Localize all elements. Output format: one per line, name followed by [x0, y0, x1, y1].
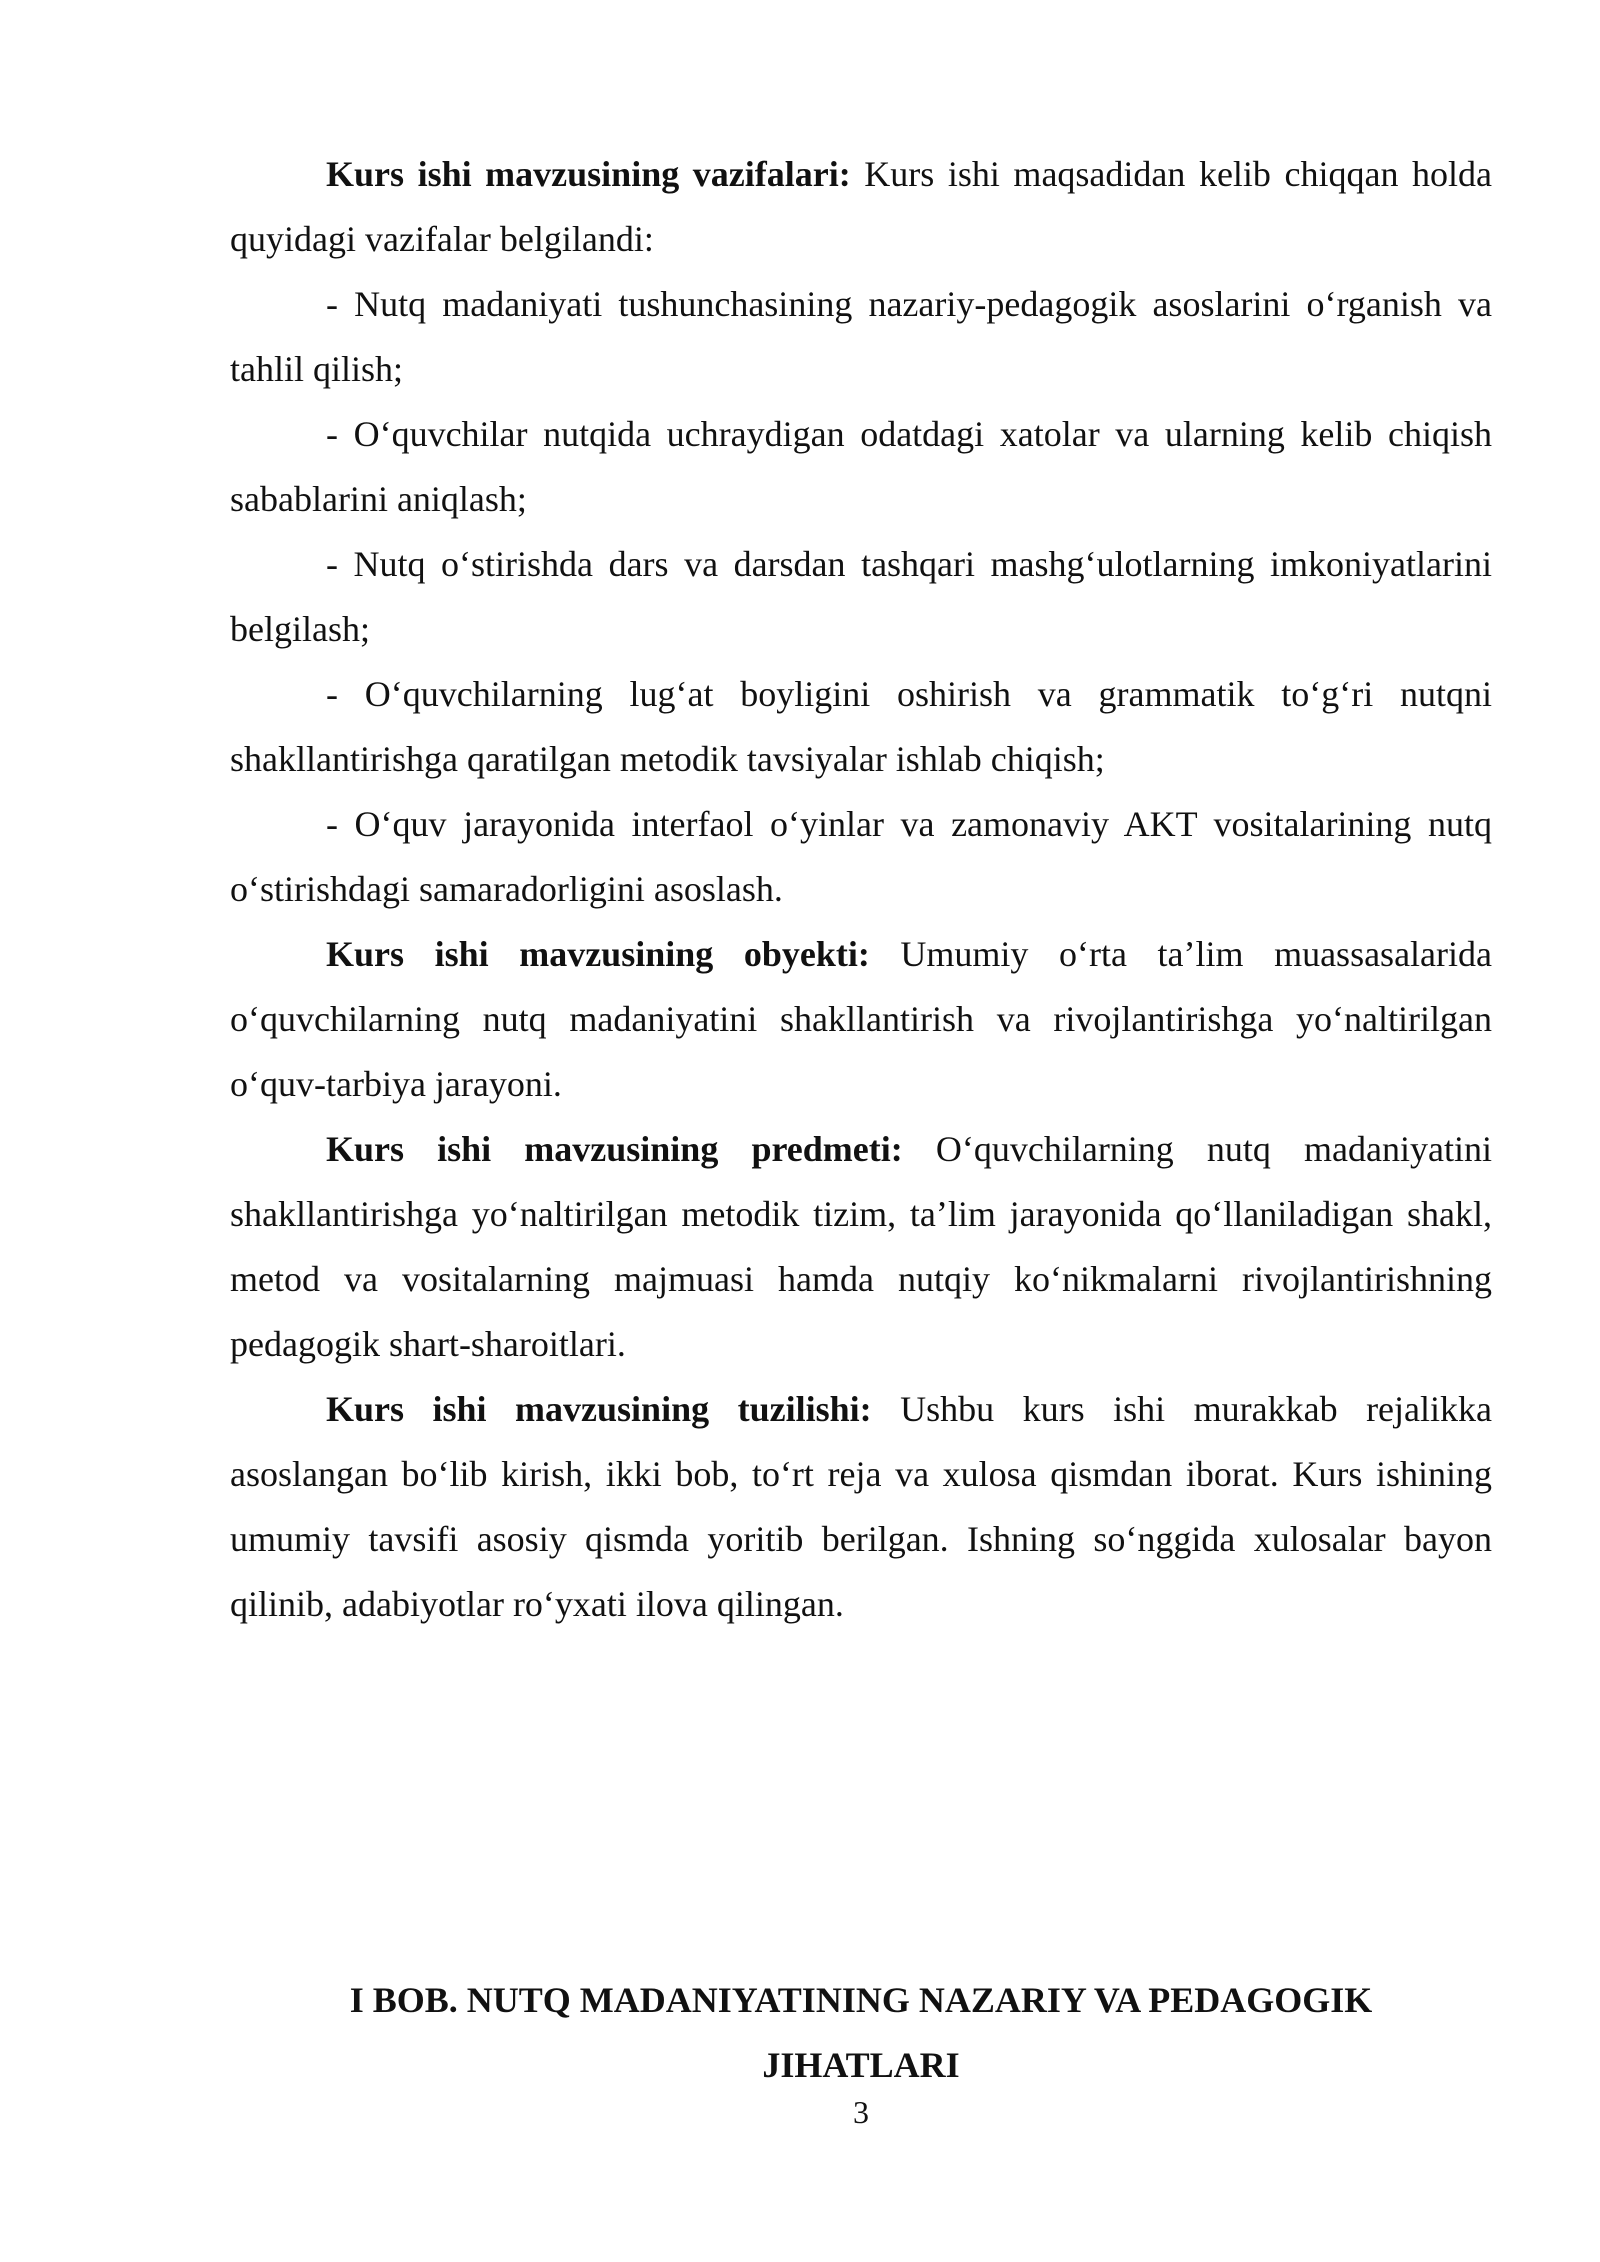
paragraph-text: Kurs ishi maqsadidan kelib chiqqan holda quyidagi vazifalar belgilandi:	[230, 154, 1493, 259]
paragraph-obyekti	[230, 922, 1492, 1117]
body-text	[230, 142, 1492, 1637]
paragraph-label: Kurs ishi mavzusining predmeti:	[326, 1129, 903, 1169]
task-item-text: - Nutq madaniyati tushunchasining nazariy-pedagogik asoslarini oʻrganish va tahlil qilish;	[230, 284, 1492, 389]
paragraph-label: Kurs ishi mavzusining obyekti:	[326, 934, 870, 974]
task-item-text: - Oʻquvchilarning lugʻat boyligini oshirish va grammatik toʻgʻri nutqni shakllantirishga qaratilgan metodik tavsiyalar ishlab chiqish;	[230, 674, 1492, 779]
paragraph-text: Ushbu kurs ishi murakkab rejalikka asoslangan boʻlib kirish, ikki bob, toʻrt reja va xulosa qismdan iborat. Kurs ishining umumiy tavsifi asosiy qismda yoritib berilgan. Ishning soʻnggida xulosalar bayon qilinib, adabiyotlar roʻyxati ilova qilingan.	[230, 1389, 1492, 1624]
task-item	[230, 532, 1492, 662]
chapter-heading-line: I BOB. NUTQ MADANIYATINING NAZARIY VA PEDAGOGIK	[349, 1980, 1373, 2020]
paragraph-text: Umumiy oʻrta taʼlim muassasalarida oʻquvchilarning nutq madaniyatini shakllantirish va rivojlantirishga yoʻnaltirilgan oʻquv-tarbiya jarayoni.	[230, 934, 1492, 1104]
task-item	[230, 792, 1492, 922]
paragraph-tuzilishi	[230, 1377, 1492, 1637]
chapter-heading-line: JIHATLARI	[762, 2045, 960, 2085]
chapter-heading	[230, 1968, 1492, 2098]
paragraph-text: Oʻquvchilarning nutq madaniyatini shakllantirishga yoʻnaltirilgan metodik tizim, taʼlim jarayonida qoʻllaniladigan shakl, metod va vositalarning majmuasi hamda nutqiy koʻnikmalarni rivojlantirishning pedagogik shart-sharoitlari.	[230, 1129, 1492, 1364]
task-item-text: - Oʻquvchilar nutqida uchraydigan odatdagi xatolar va ularning kelib chiqish sabablarini aniqlash;	[230, 414, 1492, 519]
task-item	[230, 402, 1492, 532]
task-item	[230, 272, 1492, 402]
paragraph-vazifalari	[230, 142, 1492, 272]
task-item-text: - Nutq oʻstirishda dars va darsdan tashqari mashgʻulotlarning imkoniyatlarini belgilash;	[230, 544, 1492, 649]
task-item-text: - Oʻquv jarayonida interfaol oʻyinlar va zamonaviy AKT vositalarining nutq oʻstirishdagi samaradorligini asoslash.	[230, 804, 1492, 909]
page-number: 3	[853, 2094, 869, 2130]
paragraph-predmeti	[230, 1117, 1492, 1377]
task-item	[230, 662, 1492, 792]
paragraph-label: Kurs ishi mavzusining tuzilishi:	[326, 1389, 872, 1429]
paragraph-label: Kurs ishi mavzusining vazifalari:	[326, 154, 851, 194]
